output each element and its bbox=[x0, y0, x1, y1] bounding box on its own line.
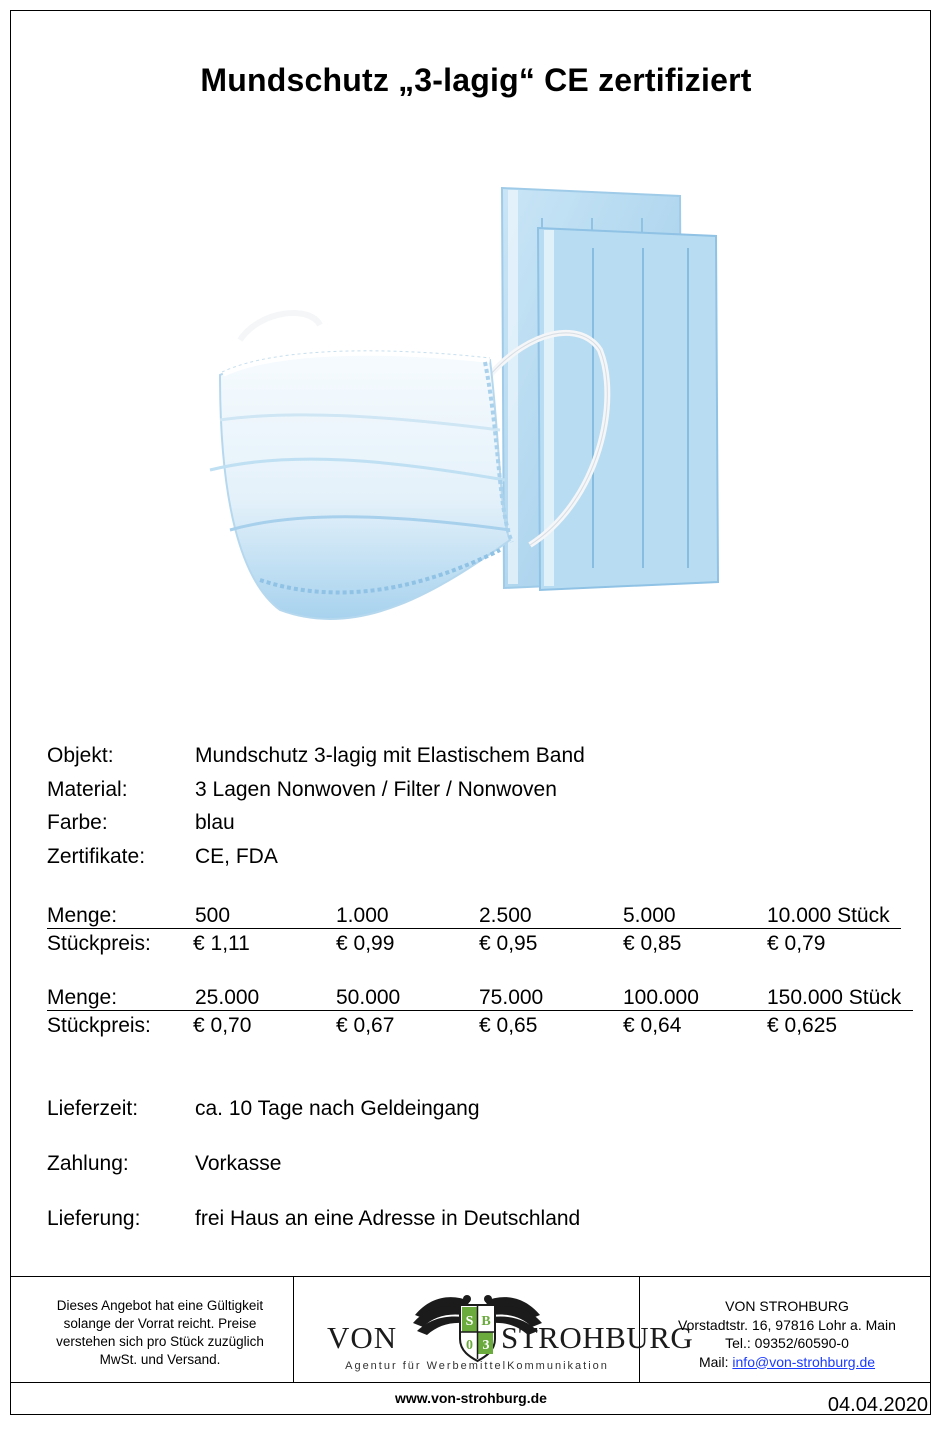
logo-text-right: STROHBURG bbox=[501, 1320, 694, 1355]
email-link[interactable]: info@von-strohburg.de bbox=[732, 1353, 876, 1370]
price-cell: € 0,99 bbox=[336, 932, 395, 955]
spec-value: 3 Lagen Nonwoven / Filter / Nonwoven bbox=[195, 778, 557, 801]
qty-cell: 500 bbox=[195, 904, 231, 927]
spec-label: Farbe: bbox=[47, 811, 108, 834]
spec-label: Objekt: bbox=[47, 744, 114, 767]
validity-note bbox=[26, 1297, 294, 1369]
crest-icon bbox=[460, 1305, 495, 1361]
price-cell: € 0,70 bbox=[193, 1014, 252, 1037]
spec-label: Zertifikate: bbox=[47, 845, 146, 868]
qty-cell: 1.000 bbox=[336, 904, 389, 927]
qty-cell: 5.000 bbox=[623, 904, 676, 927]
term-label: Zahlung: bbox=[47, 1152, 129, 1175]
page-title: Mundschutz „3-lagig“ CE zertifiziert bbox=[200, 62, 752, 98]
middle-mask bbox=[538, 228, 718, 590]
price-label: Stückpreis: bbox=[47, 932, 151, 955]
spec-value: blau bbox=[195, 811, 235, 834]
qty-cell: 25.000 bbox=[195, 986, 260, 1009]
document-date: 04.04.2020 bbox=[827, 1394, 928, 1416]
term-value: ca. 10 Tage nach Geldeingang bbox=[195, 1097, 480, 1120]
term-value: Vorkasse bbox=[195, 1152, 282, 1175]
front-mask bbox=[210, 351, 512, 619]
qty-label: Menge: bbox=[47, 986, 118, 1009]
price-cell: € 0,65 bbox=[479, 1014, 538, 1037]
crest-letter: B bbox=[481, 1314, 491, 1329]
price-cell: € 0,67 bbox=[336, 1014, 395, 1037]
footer bbox=[10, 1276, 931, 1383]
price-label: Stückpreis: bbox=[47, 1014, 151, 1037]
logo-tagline: Agentur für WerbemittelKommunikation bbox=[345, 1360, 609, 1372]
contact-info bbox=[651, 1297, 923, 1371]
price-cell: € 0,64 bbox=[623, 1014, 682, 1037]
price-cell: € 0,95 bbox=[479, 932, 538, 955]
price-cell: € 0,79 bbox=[767, 932, 826, 955]
crest-letter: S bbox=[465, 1314, 474, 1329]
term-label: Lieferzeit: bbox=[47, 1097, 139, 1120]
website-link[interactable]: www.von-strohburg.de bbox=[395, 1390, 547, 1406]
spec-value: Mundschutz 3-lagig mit Elastischem Band bbox=[195, 744, 585, 767]
term-label: Lieferung: bbox=[47, 1207, 141, 1230]
qty-cell: 150.000 Stück bbox=[767, 986, 902, 1009]
note-line: verstehen sich pro Stück zuzüglich bbox=[56, 1334, 264, 1349]
table-underline bbox=[47, 928, 901, 929]
company-mail bbox=[651, 1353, 923, 1372]
mail-label: Mail: bbox=[698, 1353, 729, 1370]
qty-cell: 75.000 bbox=[479, 986, 544, 1009]
price-cell: € 1,11 bbox=[193, 932, 250, 955]
qty-cell: 100.000 bbox=[623, 986, 699, 1009]
company-phone: Tel.: 09352/60590-0 bbox=[725, 1335, 849, 1351]
qty-cell: 10.000 Stück bbox=[767, 904, 890, 927]
note-line: solange der Vorrat reicht. Preise bbox=[63, 1316, 257, 1331]
crest-letter: 3 bbox=[482, 1338, 490, 1353]
table-underline bbox=[47, 1010, 913, 1011]
company-logo bbox=[305, 1285, 694, 1377]
note-line: MwSt. und Versand. bbox=[99, 1352, 221, 1367]
qty-cell: 2.500 bbox=[479, 904, 532, 927]
crest-letter: 0 bbox=[466, 1338, 473, 1353]
price-cell: € 0,85 bbox=[623, 932, 682, 955]
note-line: Dieses Angebot hat eine Gültigkeit bbox=[56, 1298, 264, 1313]
company-address: Vorstadtstr. 16, 97816 Lohr a. Main bbox=[678, 1316, 896, 1333]
qty-cell: 50.000 bbox=[336, 986, 401, 1009]
product-image bbox=[200, 180, 740, 660]
qty-label: Menge: bbox=[47, 904, 118, 927]
company-name: VON STROHBURG bbox=[725, 1298, 849, 1314]
spec-label: Material: bbox=[47, 778, 128, 801]
spec-value: CE, FDA bbox=[195, 845, 278, 868]
price-cell: € 0,625 bbox=[767, 1014, 838, 1037]
logo-text-left: VON bbox=[327, 1320, 398, 1355]
term-value: frei Haus an eine Adresse in Deutschland bbox=[195, 1207, 581, 1230]
